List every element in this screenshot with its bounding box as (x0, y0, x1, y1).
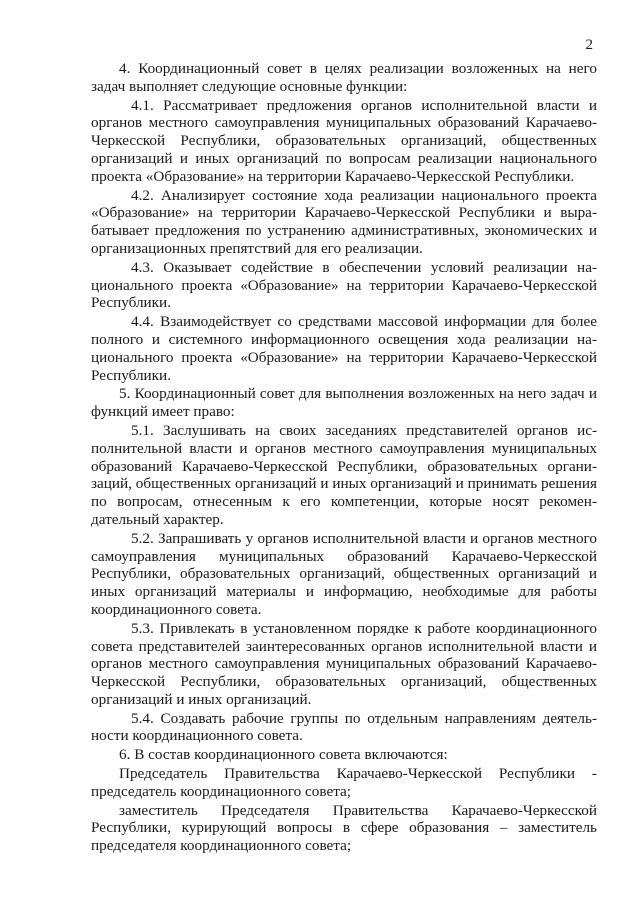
paragraph-5-4: 5.4. Создавать рабочие группы по отдельным направлениям деятельности координационного совета. (91, 709, 597, 745)
paragraph-4-2: 4.2. Анализирует состояние хода реализации национального проекта «Образование» на территории Карачаево-Черкесской Республики и вырабатывает предложения по устранению административных, экономических и организационных препятствий для его реализации. (91, 186, 597, 257)
paragraph-5: 5. Координационный совет для выполнения возложенных на него задач и функций имеет право: (91, 385, 597, 421)
paragraph-5-2: 5.2. Запрашивать у органов исполнительной власти и органов местного самоуправления муниципальных образований Карачаево-Черкесской Республики, образовательных организаций, общественных организаций и иных организаций материалы и информацию, необходимые для работы координационного совета. (91, 529, 597, 618)
member-chairman: Председатель Правительства Карачаево-Черкесской Республики - председатель координационного совета; (91, 765, 597, 800)
paragraph-4-3: 4.3. Оказывает содействие в обеспечении условий реализации национального проекта «Образование» на территории Карачаево-Черкесской Республики. (91, 258, 597, 312)
paragraph-5-3: 5.3. Привлекать в установленном порядке к работе координационного совета представителей заинтересованных органов исполнительной власти и органов местного самоуправления муниципальных образований Карачаево-Черкесской Республики, образовательных организаций, общественных организаций и иных организаций. (91, 619, 597, 708)
paragraph-5-1: 5.1. Заслушивать на своих заседаниях представителей органов исполнительной власти и органов местного самоуправления муниципальных образований Карачаево-Черкесской Республики, образовательных организаций, общественных организаций и иных организаций и принимать решения по вопросам, отнесенным к его компетенции, которые носят рекомендательный характер. (91, 421, 597, 528)
paragraph-4-4: 4.4. Взаимодействует со средствами массовой информации для более полного и системного информационного освещения хода реализации национального проекта «Образование» на территории Карачаево-Черкесской Республики. (91, 313, 597, 384)
page-number: 2 (585, 37, 593, 53)
paragraph-4: 4. Координационный совет в целях реализации возложенных на него задач выполняет следующие основные функции: (91, 60, 597, 95)
document-body (91, 0, 597, 855)
paragraph-4-1: 4.1. Рассматривает предложения органов исполнительной власти и органов местного самоуправления муниципальных образований Карачаево-Черкесской Республики, образовательных организаций, общественных организаций и иных организаций по вопросам реализации национального проекта «Образование» на территории Карачаево-Черкесской Республики. (91, 96, 597, 185)
member-deputy-chairman: заместитель Председателя Правительства Карачаево-Черкесской Республики, курирующий вопросы в сфере образования – заместитель председателя координационного совета; (91, 801, 597, 855)
paragraph-6: 6. В состав координационного совета включаются: (119, 746, 448, 764)
